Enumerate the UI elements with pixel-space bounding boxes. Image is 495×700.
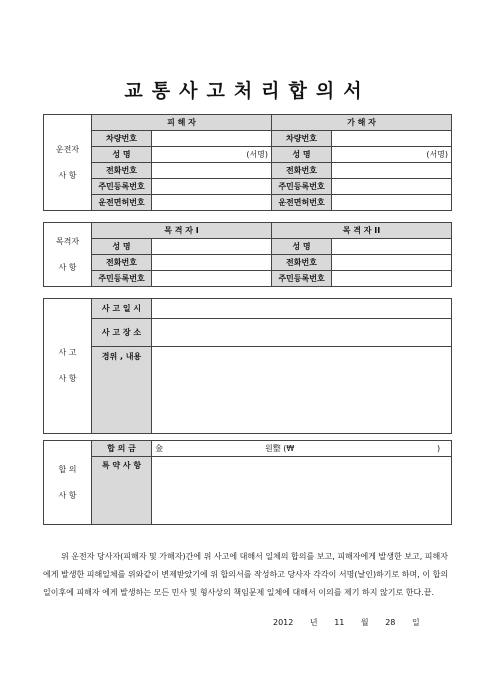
victim-phone-label: 전화번호 — [92, 163, 152, 179]
witness2-id-field[interactable] — [332, 271, 452, 287]
witness2-header: 목 격 자 II — [272, 223, 452, 239]
agreement-side-bottom: 사 항 — [58, 490, 77, 500]
accident-details-label: 경위 , 내용 — [92, 347, 152, 434]
offender-sign-mark: (서명) — [426, 150, 449, 159]
witness1-phone-field[interactable] — [152, 255, 272, 271]
victim-name-label: 성 명 — [92, 147, 152, 163]
offender-vehicle-field[interactable] — [332, 131, 452, 147]
driver-side-top: 운전자 — [55, 144, 80, 154]
agreement-amount-label: 합 의 금 — [92, 441, 152, 457]
offender-license-label: 운전면허번호 — [272, 195, 332, 211]
special-terms-field[interactable] — [152, 457, 452, 525]
victim-id-field[interactable] — [152, 179, 272, 195]
accident-datetime-label: 사 고 일 시 — [92, 299, 152, 319]
witness1-name-label: 성 명 — [92, 239, 152, 255]
date-day: 28 — [385, 618, 396, 627]
victim-license-field[interactable] — [152, 195, 272, 211]
closing-statement: 위 운전자 당사자(피해자 및 가해자)간에 위 사고에 대해서 일체의 합의를 보고, 피해자에게 발생한 보고, 피해자에게 발생한 피해일체를 위와같이 변제받았기에 위 합의서를 작성하고 당사자 각각이 서명(날인)하기로 하며, 이 합의일이후에 피해자 에게 발생하는 모든 민사 및 형사상의 책임문제 일체에 대해서 이의를 제기 하지 않기로 한다.끝. — [43, 552, 449, 597]
agreement-side-top: 합 의 — [58, 464, 77, 474]
accident-datetime-field[interactable] — [152, 299, 452, 319]
accident-place-field[interactable] — [152, 319, 452, 347]
offender-name-field[interactable] — [332, 147, 452, 163]
document-title: 교통사고처리합의서 — [124, 80, 371, 102]
witness-section — [43, 222, 452, 287]
offender-header: 가 해 자 — [272, 115, 452, 131]
accident-side-top: 사 고 — [58, 348, 77, 357]
witness2-id-label: 주민등록번호 — [272, 271, 332, 287]
driver-section — [43, 114, 452, 211]
agreement-section — [43, 440, 452, 525]
amount-won: 원整 (₩ — [265, 444, 295, 453]
date-year: 2012 — [273, 618, 294, 627]
agreement-date — [273, 617, 420, 628]
accident-place-label: 사 고 장 소 — [92, 319, 152, 347]
accident-section — [43, 298, 452, 434]
victim-sign-mark: (서명) — [246, 150, 269, 159]
witness1-phone-label: 전화번호 — [92, 255, 152, 271]
amount-close: ) — [437, 444, 441, 453]
agreement-amount-field[interactable] — [152, 441, 452, 457]
date-year-unit: 년 — [309, 618, 318, 627]
witness-side-label — [44, 223, 92, 287]
witness2-name-label: 성 명 — [272, 239, 332, 255]
victim-id-label: 주민등록번호 — [92, 179, 152, 195]
date-month: 11 — [334, 618, 345, 627]
offender-name-label: 성 명 — [272, 147, 332, 163]
accident-side-label — [44, 299, 92, 434]
offender-phone-field[interactable] — [332, 163, 452, 179]
offender-phone-label: 전화번호 — [272, 163, 332, 179]
amount-prefix: 金 — [155, 444, 163, 453]
driver-side-bottom: 사 항 — [58, 170, 77, 180]
offender-id-label: 주민등록번호 — [272, 179, 332, 195]
victim-license-label: 운전면허번호 — [92, 195, 152, 211]
witness-side-bottom: 사 항 — [58, 262, 77, 272]
victim-vehicle-label: 차량번호 — [92, 131, 152, 147]
victim-name-field[interactable] — [152, 147, 272, 163]
witness-side-top: 목격자 — [55, 236, 80, 246]
victim-header: 피 해 자 — [92, 115, 272, 131]
victim-phone-field[interactable] — [152, 163, 272, 179]
witness1-id-field[interactable] — [152, 271, 272, 287]
accident-details-field[interactable] — [152, 347, 452, 434]
witness1-id-label: 주민등록번호 — [92, 271, 152, 287]
special-terms-label: 특 약 사 항 — [92, 457, 152, 525]
witness2-phone-field[interactable] — [332, 255, 452, 271]
offender-vehicle-label: 차량번호 — [272, 131, 332, 147]
offender-license-field[interactable] — [332, 195, 452, 211]
witness2-phone-label: 전화번호 — [272, 255, 332, 271]
date-month-unit: 월 — [360, 618, 369, 627]
witness2-name-field[interactable] — [332, 239, 452, 255]
witness1-header: 목 격 자 I — [92, 223, 272, 239]
accident-side-bottom: 사 항 — [58, 374, 77, 383]
date-day-unit: 일 — [411, 618, 420, 627]
driver-side-label — [44, 115, 92, 211]
offender-id-field[interactable] — [332, 179, 452, 195]
witness1-name-field[interactable] — [152, 239, 272, 255]
agreement-side-label — [44, 441, 92, 525]
victim-vehicle-field[interactable] — [152, 131, 272, 147]
